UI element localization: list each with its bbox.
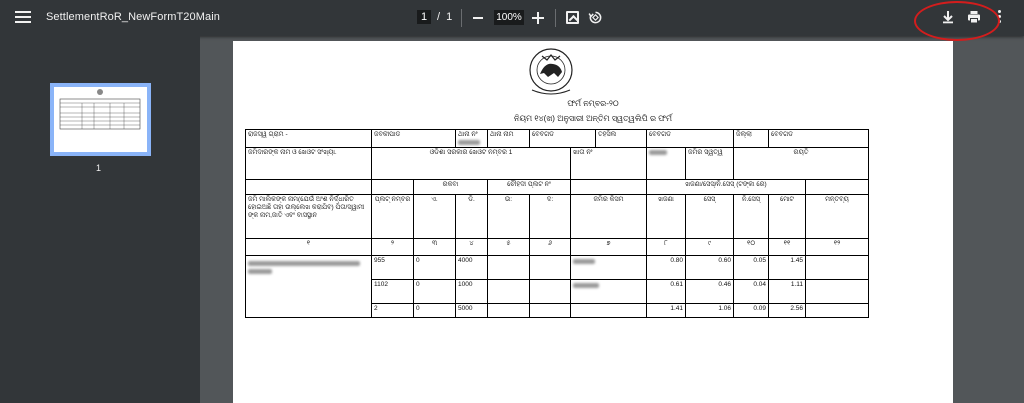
plot-cell: 1102 (372, 280, 414, 304)
landlord-value: ଓଡିଶା ସରକାର ଖେଓଟ ନମ୍ବର 1 (372, 148, 571, 180)
plot-cell: 2 (372, 304, 414, 318)
zoom-out-button[interactable] (473, 17, 483, 19)
plot-header: ପ୍ଲଟ୍ ନମ୍ବର (372, 195, 414, 239)
zoom-in-button[interactable] (532, 12, 544, 24)
decimal-cell: 5000 (456, 304, 488, 318)
total-cell: 1.45 (769, 256, 806, 280)
column-header-row (246, 195, 869, 239)
thumbnail-preview (54, 87, 147, 152)
north-cell (488, 304, 530, 318)
cess-cell: 0.46 (686, 280, 734, 304)
plot-cell: 955 (372, 256, 414, 280)
ror-table (245, 129, 869, 318)
toolbar-divider (461, 9, 462, 27)
thana-name-value: ବେବଗଡ (530, 130, 596, 148)
empty-remarks-group (806, 180, 869, 195)
col-num: ୧୧ (769, 239, 806, 256)
tahasil-value: ବେବଗଡ (647, 130, 734, 148)
column-number-row (246, 239, 869, 256)
col-num: ୯ (686, 239, 734, 256)
pdf-page (233, 41, 953, 403)
decimal-cell: 1000 (456, 280, 488, 304)
village-value: ଜବକୀପାଡ (372, 130, 456, 148)
col-num: ୧୨ (806, 239, 869, 256)
acre-cell: 0 (414, 280, 456, 304)
rent-cell: 0.80 (647, 256, 686, 280)
thana-no-cell (456, 130, 488, 148)
page-indicator (417, 10, 452, 24)
land-type-cell (571, 304, 647, 318)
khata-label: ଖାତା ନଂ (573, 149, 593, 156)
right-label: ଜମିର ସ୍ୱତ୍ୱ (686, 148, 734, 180)
south-cell (530, 304, 571, 318)
zoom-level-input[interactable]: 100% (494, 10, 524, 25)
district-value: ବେବଗଡ (769, 130, 869, 148)
odisha-emblem-icon (520, 46, 582, 98)
land-type-cell (571, 280, 647, 304)
cess-header: ସେସ୍ (686, 195, 734, 239)
boundary-group-header: ଚୌହଦୀ ପ୍ଲଟ ନଂ (488, 180, 571, 195)
redacted-land-type (573, 283, 599, 288)
page-separator: / (437, 11, 441, 23)
thana-no-label: ଥାନା ନଂ (458, 131, 478, 138)
redacted-khata-no (649, 150, 667, 155)
remarks-cell (806, 280, 869, 304)
col-num: ୧୦ (734, 239, 769, 256)
pdf-toolbar (0, 0, 1024, 36)
village-label: ରାଜସ୍ୱ ଗ୍ରାମ - (246, 130, 372, 148)
fit-to-page-icon[interactable] (566, 11, 579, 24)
col-num: ୪ (456, 239, 488, 256)
toolbar-divider (555, 9, 556, 27)
landlord-label: ଜମିଦାରଙ୍କ ନାମ ଓ ଖେଓଟ ସଂଖ୍ୟା. (246, 148, 372, 180)
document-title: SettlementRoR_NewFormT20Main (46, 11, 220, 23)
page-thumbnail[interactable] (50, 83, 151, 156)
empty-landtype-group (571, 180, 647, 195)
empty-owner-group (246, 180, 372, 195)
ni-cess-cell: 0.09 (734, 304, 769, 318)
more-vert-icon[interactable] (998, 10, 1002, 24)
ni-cess-cell: 0.05 (734, 256, 769, 280)
menu-icon[interactable] (12, 8, 34, 28)
total-cell: 2.56 (769, 304, 806, 318)
remarks-header: ମନ୍ତବ୍ୟ (806, 195, 869, 239)
tahasil-label: ତହସିଲ (596, 130, 647, 148)
col-num: ୭ (571, 239, 647, 256)
total-pages: 1 (446, 11, 453, 23)
form-number: ଫର୍ମ ନମ୍ବର-୨୦ (567, 99, 619, 108)
land-type-cell (571, 256, 647, 280)
col-num: ୨ (372, 239, 414, 256)
redacted-thana-no (458, 140, 480, 145)
redacted-owner-name (248, 261, 360, 266)
ni-cess-header: ନି.ସେସ୍ (734, 195, 769, 239)
rotate-icon[interactable] (588, 10, 603, 25)
land-type-header: ଜମିର କିସମ (571, 195, 647, 239)
south-cell (530, 280, 571, 304)
right-value: ରୟତି (734, 148, 869, 180)
thumbnail-page-number: 1 (96, 163, 102, 173)
table-row (246, 256, 869, 280)
col-num: ୩ (414, 239, 456, 256)
acre-cell: 0 (414, 304, 456, 318)
north-cell (488, 256, 530, 280)
district-label: ଜିଲ୍ଲା (734, 130, 769, 148)
print-icon[interactable] (966, 9, 982, 25)
north-cell (488, 280, 530, 304)
empty-plot-group (372, 180, 414, 195)
rent-header: ଖଜଣା (647, 195, 686, 239)
remarks-cell (806, 256, 869, 280)
rent-group-header: ଖଜଣା/ସେସ୍/ନି.ସେସ୍ (ଟଙ୍କା ରେ) (647, 180, 806, 195)
acre-header: ଏ. (414, 195, 456, 239)
col-num: ୫ (488, 239, 530, 256)
redacted-owner-detail (248, 269, 272, 274)
south-cell (530, 256, 571, 280)
total-header: ମୋଟ (769, 195, 806, 239)
acre-cell: 0 (414, 256, 456, 280)
col-num: ୬ (530, 239, 571, 256)
ni-cess-cell: 0.04 (734, 280, 769, 304)
rule-heading: ନିୟମ ୧୪(ଖ) ଅନୁସାରୀ ଅନ୍ତିମ ସ୍ୱତ୍ୱଲିପି ର ଫର୍ମ (514, 114, 672, 123)
decimal-header: ଡି. (456, 195, 488, 239)
khata-value-cell (647, 148, 686, 180)
header-row-2 (246, 148, 869, 180)
col-num: ୧ (246, 239, 372, 256)
north-header: ଉ: (488, 195, 530, 239)
area-group-header: ରକବା (414, 180, 488, 195)
rent-cell: 0.61 (647, 280, 686, 304)
cess-cell: 0.60 (686, 256, 734, 280)
page-number-input[interactable]: 1 (417, 10, 431, 24)
download-icon[interactable] (940, 9, 956, 25)
thana-name-label: ଥାନା ନାମ (488, 130, 530, 148)
header-row-1 (246, 130, 869, 148)
thumbnail-sidebar (0, 36, 200, 403)
decimal-cell: 4000 (456, 256, 488, 280)
south-header: ଦ: (530, 195, 571, 239)
rent-cell: 1.41 (647, 304, 686, 318)
owner-header: ଜମି ମାଲିକଙ୍କ ନାମ(ଯେଉଁ ଅଂଶ ନିର୍ଦ୍ଧାରିତ ହୋଇଅଛି ତାହା ଉଲ୍ଲେଖ କରାଯିବ) ପିତା/ସ୍ୱାମୀ ଙ୍କ ନାମ,ଜାତି ଏବଂ ବାସସ୍ଥାନ (246, 195, 372, 239)
group-header-row (246, 180, 869, 195)
col-num: ୮ (647, 239, 686, 256)
remarks-cell (806, 304, 869, 318)
cess-cell: 1.06 (686, 304, 734, 318)
owner-cell (246, 256, 372, 318)
khata-cell (571, 148, 647, 180)
total-cell: 1.11 (769, 280, 806, 304)
redacted-land-type (573, 259, 595, 264)
